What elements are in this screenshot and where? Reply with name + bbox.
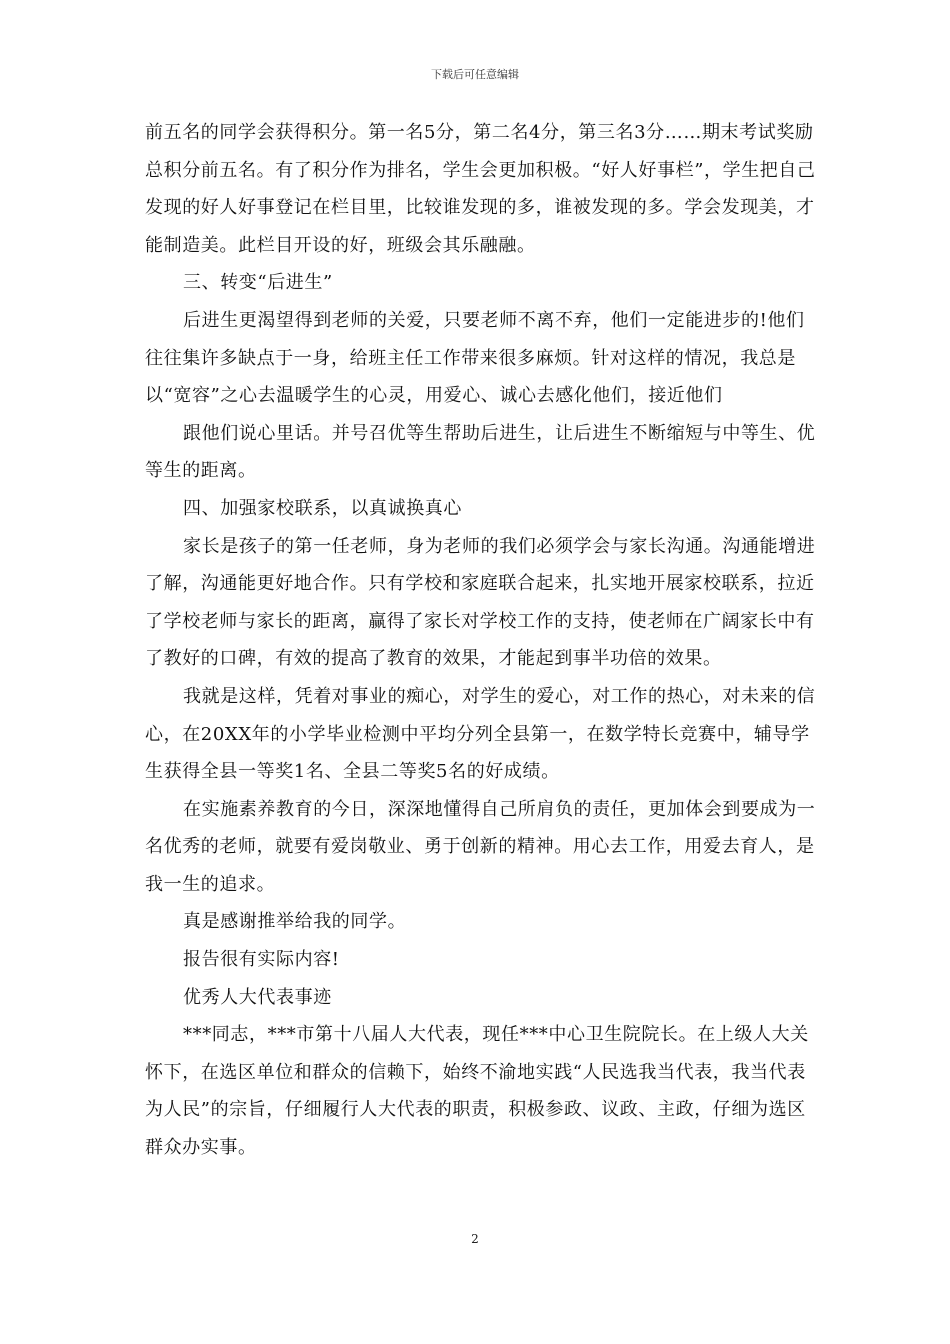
paragraph-3: 跟他们说心里话。并号召优等生帮助后进生，让后进生不断缩短与中等生、优等生的距离。 (145, 422, 816, 482)
page-number: 2 (471, 1232, 479, 1246)
paragraph-7: 真是感谢推举给我的同学。 (183, 911, 407, 933)
paragraph-2: 后进生更渴望得到老师的关爱，只要老师不离不弃，他们一定能进步的!他们往往集许多缺点于一身，给班主任工作带来很多麻烦。针对这样的情况，我总是以“宽容”之心去温暖学生的心灵，用爱心、诚心去感化他们，接近他们 (145, 309, 805, 407)
page-header: 下载后可任意编辑 (431, 68, 519, 81)
paragraph-6: 在实施素养教育的今日，深深地懂得自己所肩负的责任，更加体会到要成为一名优秀的老师，就要有爱岗敬业、勇于创新的精神。用心去工作，用爱去育人，是我一生的追求。 (145, 798, 816, 895)
document-body (145, 114, 817, 1167)
paragraph-8: 报告很有实际内容! (183, 949, 340, 971)
section-heading-3: 三、转变“后进生” (183, 272, 333, 294)
section-heading-4: 四、加强家校联系，以真诚换真心 (183, 497, 462, 519)
paragraph-4: 家长是孩子的第一任老师，身为老师的我们必须学会与家长沟通。沟通能增进了解，沟通能更好地合作。只有学校和家庭联合起来，扎实地开展家校联系，拉近了学校老师与家长的距离，赢得了家长对学校工作的支持，使老师在广阔家长中有了教好的口碑，有效的提高了教育的效果，才能起到事半功倍的效果。 (145, 535, 816, 670)
paragraph-1: 前五名的同学会获得积分。第一名5分，第二名4分，第三名3分……期末考试奖励总积分前五名。有了积分作为排名，学生会更加积极。“好人好事栏”，学生把自己发现的好人好事登记在栏目里，比较谁发现的多，谁被发现的多。学会发现美，才能制造美。此栏目开设的好，班级会其乐融融。 (145, 122, 816, 256)
section-title: 优秀人大代表事迹 (183, 986, 332, 1008)
paragraph-9: ***同志，***市第十八届人大代表，现任***中心卫生院院长。在上级人大关怀下，在选区单位和群众的信赖下，始终不渝地实践“人民选我当代表，我当代表为人民”的宗旨，仔细履行人大代表的职责，积极参政、议政、主政，仔细为选区群众办实事。 (145, 1024, 809, 1159)
paragraph-5: 我就是这样，凭着对事业的痴心，对学生的爱心，对工作的热心，对未来的信心，在20XX年的小学毕业检测中平均分列全县第一，在数学特长竞赛中，辅导学生获得全县一等奖1名、全县二等奖5名的好成绩。 (145, 685, 816, 783)
